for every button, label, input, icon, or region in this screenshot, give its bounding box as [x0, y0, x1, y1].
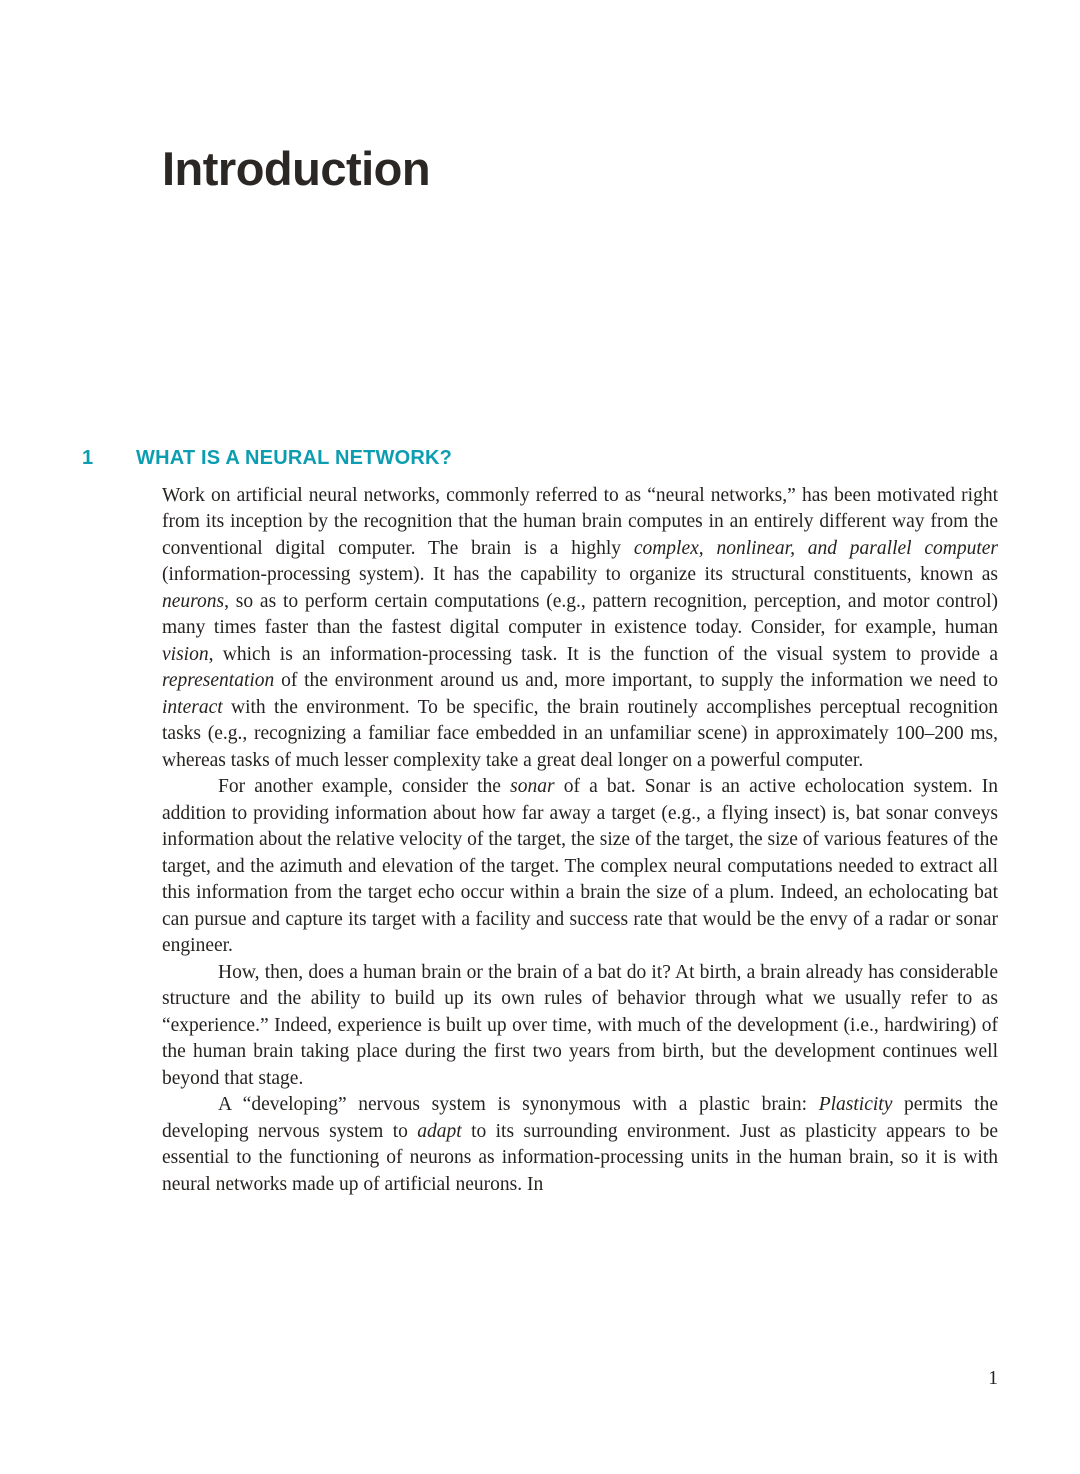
- text-segment: Work on artificial neural networks, commonly referred to as “neural networks,” has been motivated right from its inception by the recognition that the human brain computes in an entirely different way from the conventional digital computer. The brain is a highly: [162, 484, 998, 559]
- italic-text-segment: Plasticity: [818, 1094, 893, 1116]
- text-segment: , so as to perform certain computations (e.g., pattern recognition, perception, and motor control) many times faster than the fastest digital computer in existence today. Consider, for example, human: [162, 590, 998, 639]
- text-segment: (information-processing system). It has the capability to organize its structural constituents, known as: [162, 564, 998, 586]
- text-segment: A “developing” nervous system is synonymous with a plastic brain:: [218, 1094, 819, 1116]
- text-segment: of the environment around us and, more important, to supply the information we need to: [274, 670, 998, 692]
- italic-text-segment: sonar: [510, 776, 555, 798]
- text-segment: How, then, does a human brain or the brain of a bat do it? At birth, a brain already has considerable structure and the ability to build up its own rules of behavior through what we usually refer to as “experience.” Indeed, experience is built up over time, with much of the development (i.e., hardwiring) of the human brain taking place during the first two years from birth, but the development continues well beyond that stage.: [162, 961, 998, 1089]
- text-segment: of a bat. Sonar is an active echolocation system. In addition to providing information about how far away a target (e.g., a flying insect) is, bat sonar conveys information about the relative velocity of the target, the size of the target, the size of various features of the target, and the azimuth and elevation of the target. The complex neural computations needed to extract all this information from the target echo occur within a brain the size of a plum. Indeed, an echolocating bat can pursue and capture its target with a facility and success rate that would be the envy of a radar or sonar engineer.: [162, 776, 998, 957]
- italic-text-segment: vision: [162, 643, 209, 665]
- italic-text-segment: representation: [162, 670, 275, 692]
- section-number: 1: [82, 446, 94, 469]
- paragraph: [162, 960, 998, 1093]
- text-segment: For another example, consider the: [218, 776, 511, 798]
- italic-text-segment: adapt: [417, 1120, 462, 1142]
- section-title: WHAT IS A NEURAL NETWORK?: [136, 446, 453, 469]
- body-paragraphs: [162, 483, 998, 1199]
- text-segment: permits the developing nervous system to: [162, 1094, 998, 1142]
- section-heading: [82, 447, 998, 470]
- text-segment: with the environment. To be specific, the brain routinely accomplishes perceptual recognition tasks (e.g., recognizing a familiar face embedded in an unfamiliar scene) in approximately 100–200 ms, whereas tasks of much lesser complexity take a great deal longer on a powerful computer.: [162, 696, 998, 771]
- text-segment: , which is an information-processing task. It is the function of the visual system to provide a: [208, 643, 998, 665]
- italic-text-segment: complex, nonlinear, and parallel computer: [633, 537, 998, 559]
- italic-text-segment: interact: [162, 696, 223, 718]
- italic-text-segment: neurons: [162, 590, 225, 612]
- paragraph: [162, 1092, 998, 1198]
- text-segment: to its surrounding environment. Just as plasticity appears to be essential to the functioning of neurons as information-processing units in the human brain, so it is with neural networks made up of artificial neurons. In: [162, 1120, 999, 1195]
- paragraph: [162, 774, 998, 960]
- chapter-title: Introduction: [162, 142, 431, 195]
- paragraph: [162, 483, 998, 775]
- page-number: 1: [988, 1368, 998, 1389]
